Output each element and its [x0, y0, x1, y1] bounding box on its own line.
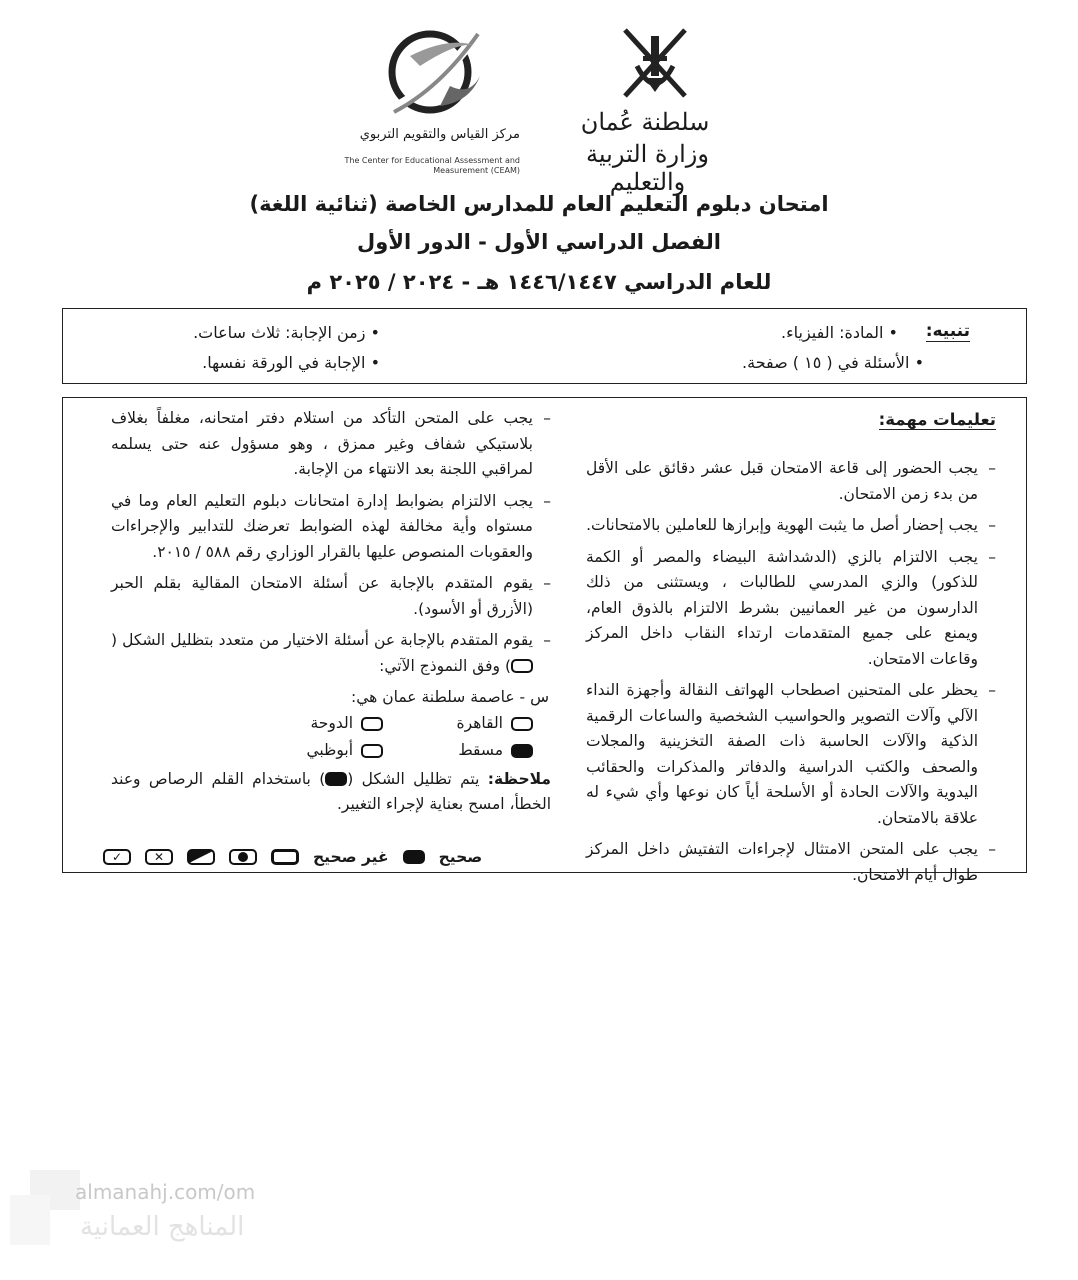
- incorrect-label: غير صحيح: [313, 848, 389, 866]
- instructions-right-column: [586, 456, 996, 894]
- filled-oval-icon: [511, 744, 533, 758]
- correct-filled-oval-icon: [403, 850, 425, 864]
- instruction-item: – يجب الالتزام بالزي (الدشداشة البيضاء والمصر أو الكمة للذكور) والزي المدرسي للطالبات ، ويستثنى من ذلك الدارسون من غير العمانيين بشرط الالتزام بالذوق العام، ويمنع على جميع المتقدمات ارتداء النقاب داخل المركز وقاعات الامتحان.: [586, 545, 996, 673]
- shading-note: ملاحظة: يتم تظليل الشكل () باستخدام القلم الرصاص وعند الخطأ، امسح بعناية لإجراء التغيير.: [111, 769, 551, 813]
- notice-label: تنبيه:: [925, 321, 970, 341]
- center-name-english: The Center for Educational Assessment and Measurement (CEAM): [344, 156, 520, 175]
- shade-instruction-post: ) وفق النموذج الآتي:: [379, 656, 511, 675]
- instruction-item: – يجب الالتزام بضوابط إدارة امتحانات دبلوم التعليم العام وما في مستواه وأية مخالفة لهذه الضوابط تعرضك للتدابير والإجراءات والعقوبات المنصوص عليها بالقرار الوزاري رقم ٥٨٨ / ٢٠١٥.: [111, 489, 551, 566]
- answer-item: • الإجابة في الورقة نفسها.: [202, 353, 380, 372]
- instruction-item: – يجب على المتحن التأكد من استلام دفتر امتحانه، مغلفاً بغلاف بلاستيكي شفاف وغير ممزق ، وهو مسؤول عنه حتى يسلمه لمراقبي اللجنة بعد الانتهاء من الإجابة.: [111, 406, 551, 483]
- option-muscat: مسقط: [383, 738, 533, 765]
- pages-item: • الأسئلة في ( ١٥ ) صفحة.: [742, 353, 924, 372]
- instructions-title: تعليمات مهمة:: [878, 410, 996, 429]
- instruction-item: – يجب الحضور إلى قاعة الامتحان قبل عشر دقائق على الأقل من بدء زمن الامتحان.: [586, 456, 996, 507]
- empty-oval-icon: [361, 717, 383, 731]
- instruction-item: – يحظر على المتحنين اصطحاب الهواتف النقالة وأجهزة النداء الآلي وآلات التصوير والحواسيب الشخصية والساعات الرقمية الذكية والآلات الحاسبة ذات الصفة التخزينية والمجلات والصحف والكتب الدراسية والدفاتر والمذكرات والحقائب اليدوية والآلات الحادة أو الأسلحة أياً كان نوعها وأي شيء له علاقة بالامتحان.: [586, 678, 996, 831]
- subject-item: • المادة: الفيزياء.: [781, 323, 898, 342]
- exam-title: امتحان دبلوم التعليم العام للمدارس الخاصة (ثنائية اللغة): [249, 192, 829, 216]
- notice-box: [62, 308, 1027, 384]
- filled-oval-icon: [325, 772, 347, 786]
- empty-oval-icon: [361, 744, 383, 758]
- option-doha: الدوحة: [233, 711, 383, 738]
- semester-title: الفصل الدراسي الأول - الدور الأول: [357, 230, 721, 254]
- instruction-item: – يقوم المتقدم بالإجابة عن أسئلة الامتحان المقالية بقلم الحبر (الأزرق أو الأسود).: [111, 571, 551, 622]
- sultanate-calligraphy: سلطنة عُمان: [580, 108, 710, 136]
- time-item: • زمن الإجابة: ثلاث ساعات.: [193, 323, 380, 342]
- shade-instruction-pre: يقوم المتقدم بالإجابة عن أسئلة الاختيار من متعدد بتظليل الشكل (: [111, 631, 533, 649]
- option-cairo: القاهرة: [383, 711, 533, 738]
- instructions-box: [62, 397, 1027, 884]
- instruction-item: – يجب على المتحن الامتثال لإجراءات التفتيش داخل المركز طوال أيام الامتحان.: [586, 837, 996, 888]
- note-label: ملاحظة:: [487, 769, 551, 788]
- watermark-url: almanahj.com/om: [75, 1180, 256, 1204]
- sample-question: س - عاصمة سلطنة عمان هي:: [350, 688, 549, 706]
- center-name-arabic: مركز القياس والتقويم التربوي: [359, 127, 520, 142]
- half-shaded-oval-icon: [187, 849, 215, 865]
- outline-oval-icon: [271, 849, 299, 865]
- sample-options: [111, 711, 533, 765]
- check-oval-icon: ✓: [103, 849, 131, 865]
- dot-oval-icon: [229, 849, 257, 865]
- marking-examples: [103, 848, 482, 866]
- oman-emblem-icon: [615, 26, 695, 106]
- instruction-item: [111, 628, 551, 679]
- option-abudhabi: أبوظبي: [233, 738, 383, 765]
- empty-oval-icon: [511, 659, 533, 673]
- correct-label: صحيح: [438, 848, 483, 866]
- academic-year-title: للعام الدراسي ١٤٤٦/١٤٤٧ هـ - ٢٠٢٤ / ٢٠٢٥ م: [306, 270, 772, 294]
- instruction-item: – يجب إحضار أصل ما يثبت الهوية وإبرازها للعاملين بالامتحانات.: [586, 513, 996, 539]
- watermark-name: المناهج العمانية: [80, 1212, 245, 1242]
- ministry-calligraphy: وزارة التربية والتعليم: [586, 140, 709, 196]
- empty-oval-icon: [511, 717, 533, 731]
- instructions-left-column: [111, 406, 551, 818]
- cross-oval-icon: ✕: [145, 849, 173, 865]
- ceam-logo: [380, 26, 490, 118]
